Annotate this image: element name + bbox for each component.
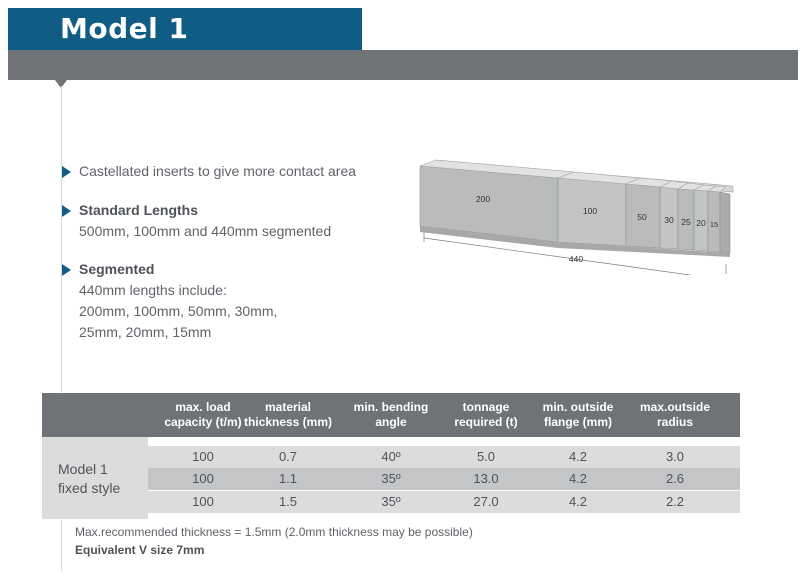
- table-cell: 35º: [381, 471, 401, 486]
- table-column-header: max.outside radius: [639, 400, 711, 429]
- table-cell: 1.1: [278, 471, 298, 486]
- table-column-header: tonnage required (t): [454, 400, 518, 429]
- table-cell: 2.6: [665, 471, 685, 486]
- table-column-header: min. bending angle: [353, 400, 429, 429]
- note-v-size: Equivalent V size 7mm: [75, 543, 205, 557]
- table-cell: 100: [192, 494, 214, 509]
- table-cell: 13.0: [473, 471, 499, 486]
- table-cell: 4.2: [568, 449, 588, 464]
- page-title: Model 1: [60, 12, 189, 45]
- table-cell: 100: [192, 449, 214, 464]
- table-cell: 35º: [381, 494, 401, 509]
- segment-label: 25: [681, 217, 691, 227]
- bullet-text: 440mm lengths include:: [79, 282, 227, 298]
- segment-label: 30: [664, 215, 674, 225]
- segment-label: 100: [582, 206, 598, 216]
- triangle-bullet-icon: [62, 166, 71, 178]
- dimension-label: 440: [568, 254, 584, 264]
- note-max-thickness: Max.recommended thickness = 1.5mm (2.0mm thickness may be possible): [75, 525, 473, 539]
- segmented-tool-diagram: [408, 150, 748, 275]
- table-column-header: min. outside flange (mm): [542, 400, 614, 429]
- segment-label: 50: [637, 212, 647, 222]
- table-cell: 0.7: [278, 449, 298, 464]
- bullet-text: 25mm, 20mm, 15mm: [79, 324, 212, 340]
- table-cell: 3.0: [665, 449, 685, 464]
- bullet-heading: Segmented: [79, 261, 155, 277]
- triangle-bullet-icon: [62, 205, 71, 217]
- bullet-heading: Standard Lengths: [79, 202, 199, 218]
- table-cell: 4.2: [568, 494, 588, 509]
- table-cell: 2.2: [665, 494, 685, 509]
- table-column-header: material thickness (mm): [243, 400, 333, 429]
- table-cell: 5.0: [476, 449, 496, 464]
- table-cell: 27.0: [473, 494, 499, 509]
- table-cell: 40º: [381, 449, 401, 464]
- triangle-bullet-icon: [62, 264, 71, 276]
- table-column-header: max. load capacity (t/m): [164, 400, 242, 429]
- table-cell: 4.2: [568, 471, 588, 486]
- bullet-text: Castellated inserts to give more contact area: [79, 163, 357, 179]
- table-cell: 1.5: [278, 494, 298, 509]
- segment-label: 15: [709, 220, 719, 229]
- table-cell: 100: [192, 471, 214, 486]
- table-row-label: Model 1 fixed style: [58, 461, 121, 496]
- bullet-text: 200mm, 100mm, 50mm, 30mm,: [79, 303, 278, 319]
- header-bar: [8, 50, 798, 80]
- segment-label: 200: [475, 194, 491, 204]
- segment-label: 20: [696, 218, 706, 228]
- bullet-text: 500mm, 100mm and 440mm segmented: [79, 223, 332, 239]
